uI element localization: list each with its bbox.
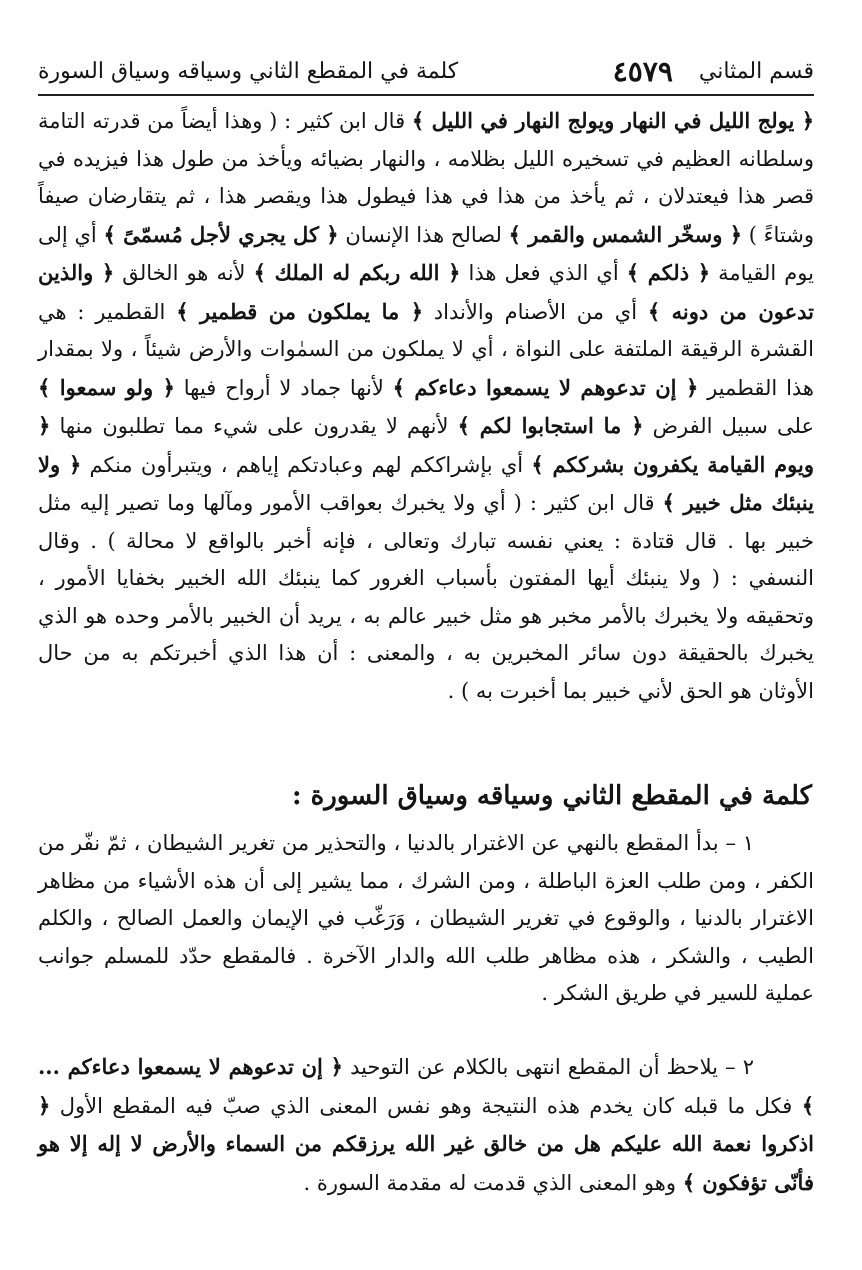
commentary-segment: أي إلى يوم القيامة	[38, 222, 814, 285]
quran-quote: ﴿ كل يجري لأجل مُسمّىً ﴾	[103, 221, 339, 247]
commentary-segment: أي من الأصنام والأنداد	[423, 299, 648, 324]
commentary-segment: ٢ –	[717, 1055, 755, 1079]
commentary-segment: فكل ما قبله كان يخدم هذه النتيجة وهو نفس المعنى الذي صبّ فيه المقطع الأول	[50, 1093, 802, 1118]
quran-quote: ﴿ إن تدعوهم لا يسمعوا دعاءكم ... ﴾	[38, 1054, 814, 1118]
quran-quote: ﴿ ولا ينبئك مثل خبير ﴾	[38, 451, 814, 515]
point-2-text	[38, 1048, 814, 1202]
quran-quote: ﴿ ما استجابوا لكم ﴾	[457, 413, 644, 438]
header-left-group	[613, 55, 814, 88]
page-header	[38, 48, 814, 96]
commentary-segment: يلاحظ أن المقطع انتهى بالكلام عن التوحيد	[342, 1055, 718, 1079]
quran-quote: ﴿ يولج الليل في النهار ويولج النهار في الليل ﴾	[411, 108, 814, 133]
quran-quote: ﴿ الله ربكم له الملك ﴾	[253, 260, 461, 285]
commentary-paragraph	[38, 102, 814, 710]
point-1-body: بدأ المقطع بالنهي عن الاغترار بالدنيا ، والتحذير من تغرير الشيطان ، ثمّ نفّر من الكفر ، ومن طلب العزة الباطلة ، ومن الشرك ، مما يشير إلى أن هذه الأشياء من مظاهر الاغترار بالدنيا ، والوقوع في تغرير الشيطان ، وَرَغّب في الإيمان والعمل الصالح ، والكلم الطيب ، والشكر ، هذه مظاهر طلب الله والدار الآخرة . فالمقطع حدّد للمسلم جوانب عملية للسير في طريق الشكر .	[38, 831, 814, 1005]
quran-quote: ﴿ إن تدعوهم لا يسمعوا دعاءكم ﴾	[392, 374, 699, 400]
page-number: ٤٥٧٩	[612, 54, 673, 88]
quran-quote: ﴿ ما يملكون من قطمير ﴾	[176, 298, 423, 324]
part-name: قسم المثاني	[698, 58, 814, 84]
quran-quote: ﴿ ذلكم ﴾	[626, 260, 711, 285]
commentary-segment: على سبيل الفرض	[643, 414, 814, 438]
running-title: كلمة في المقطع الثاني وسياقه وسياق السورة	[38, 58, 459, 84]
point-1	[38, 825, 814, 1013]
commentary-segment: أي الذي فعل هذا	[460, 261, 627, 285]
commentary-segment: لأنه هو الخالق	[114, 261, 254, 285]
commentary-segment: قال ابن كثير : ( أي ولا يخبرك بعواقب الأمور ومآلها وما تصير إليه مثل خبير بها . قال قتادة : يعني نفسه تبارك وتعالى ، فإنه أخبر بالواقع لا محالة ) . وقال النسفي : ( ولا ينبئك أيها المفتون بأسباب الغرور كما ينبئك الله الخبير بخفايا الأمور ، وتحقيقه ولا يخبرك بالأمر مخبر هو مثل خبير عالم به ، يريد أن الخبير بالأمر وحده هو الذي يخبرك بالحقيقة دون سائر المخبرين به ، والمعنى : أن هذا الذي أخبرتكم به من حال الأوثان هو الحق لأني خبير بما أخبرت به ) .	[38, 491, 814, 703]
commentary-segment: القطمير : هي القشرة الرقيقة الملتفة على النواة ، أي لا يملكون من السمٰوات والأرض شيئاً ، ولا بمقدار هذا القطمير	[38, 299, 815, 400]
quran-quote: ﴿ ويوم القيامة يكفرون بشرككم ﴾	[38, 413, 815, 477]
commentary-segment: قال ابن كثير : ( وهذا أيضاً من قدرته التامة وسلطانه العظيم في تسخيره الليل بظلامه ، والنهار بضيائه ويأخذ من طول هذا فيزيده في قصر هذا فيعتدلان ، ثم يأخذ من هذا في هذا فيطول هذا ويقصر هذا ، ثم يتقارضان صيفاً وشتاءً )	[38, 109, 815, 247]
commentary-segment: لأنهم لا يقدرون على شيء مما تطلبون منها	[50, 414, 458, 438]
section-heading: كلمة في المقطع الثاني وسياقه وسياق السورة :	[291, 781, 812, 811]
commentary-segment: لصالح هذا الإنسان	[338, 222, 509, 247]
point-1-number: ١ –	[725, 831, 755, 855]
commentary-text	[38, 102, 814, 710]
commentary-segment: وهو المعنى الذي قدمت له مقدمة السورة .	[303, 1170, 683, 1195]
quran-quote: ﴿ ولو سمعوا ﴾	[38, 374, 175, 400]
quran-quote: ﴿ والذين تدعون من دونه ﴾	[38, 260, 814, 324]
point-1-text	[38, 825, 814, 1013]
quran-quote: ﴿ اذكروا نعمة الله عليكم هل من خالق غير الله يرزقكم من السماء والأرض لا إله إلا هو فأنّى تؤفكون ﴾	[38, 1092, 814, 1195]
commentary-segment: أي بإشراككم لهم وعبادتكم إياهم ، ويتبرأون منكم	[81, 452, 532, 477]
quran-quote: ﴿ وسخّر الشمس والقمر ﴾	[508, 221, 743, 247]
point-2	[38, 1048, 814, 1202]
commentary-segment: لأنها جماد لا أرواح فيها	[174, 375, 393, 400]
